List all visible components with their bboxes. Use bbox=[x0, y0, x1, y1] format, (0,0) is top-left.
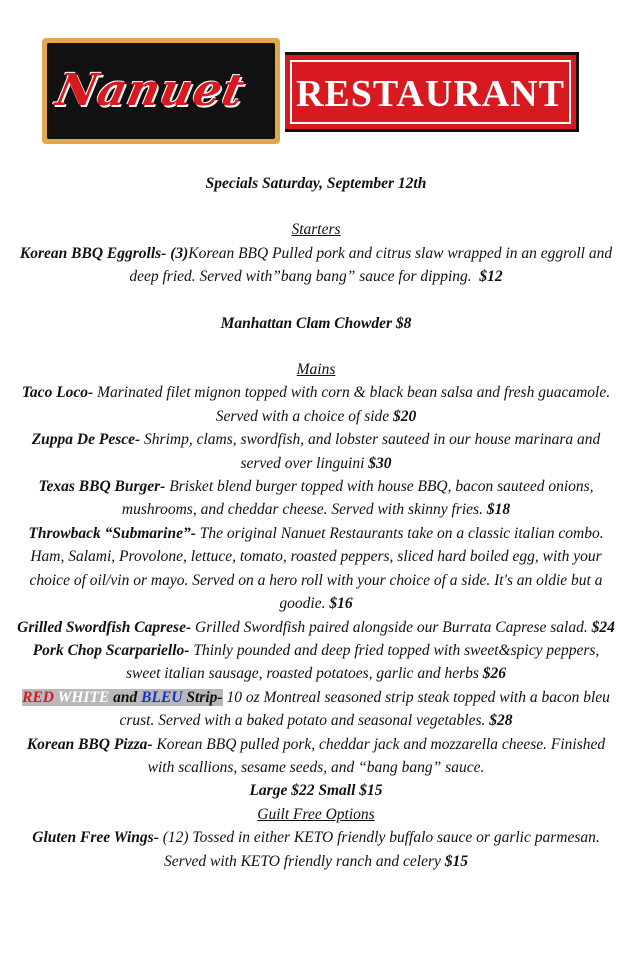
section-heading-guilt-free: Guilt Free Options bbox=[257, 805, 375, 823]
item-desc: Korean BBQ Pulled pork and citrus slaw wrapped in an eggroll and deep fried. Served with”bang bang” sauce for dipping. bbox=[129, 244, 613, 286]
logo-script-panel bbox=[42, 38, 280, 144]
menu-title: Specials Saturday, September 12th bbox=[205, 175, 427, 192]
pizza-price: Large $22 Small $15 bbox=[249, 782, 383, 800]
item-name: Taco Loco- bbox=[21, 384, 94, 402]
item-desc: Grilled Swordfish paired alongside our Burrata Caprese salad. bbox=[191, 618, 592, 636]
item-name: Korean BBQ Pizza- bbox=[26, 735, 153, 753]
item-desc: (12) Tossed in either KETO friendly buffalo sauce or garlic parmesan. Served with KETO friendly ranch and celery bbox=[158, 829, 600, 870]
menu-item-taco-loco bbox=[0, 381, 632, 428]
item-desc: Marinated filet mignon topped with corn & black bean salsa and fresh guacamole. Served with a choice of side bbox=[93, 384, 611, 425]
item-name: RED WHITE and BLEU Strip- bbox=[22, 688, 223, 706]
item-name: Korean BBQ Eggrolls- (3) bbox=[19, 244, 189, 262]
item-desc: The original Nanuet Restaurants take on a classic italian combo. Ham, Salami, Provolone, lettuce, tomato, roasted peppers, sliced hard boiled egg, with your choice of oil/vin or mayo. Served on a hero roll with your choice of a side. It's an oldie but a goodie. bbox=[29, 524, 604, 613]
menu-item-zuppa-de-pesce bbox=[0, 428, 632, 475]
menu-item-clam-chowder: Manhattan Clam Chowder $8 bbox=[220, 314, 412, 332]
item-name: Pork Chop Scarpariello- bbox=[32, 641, 190, 659]
item-desc: Shrimp, clams, swordfish, and lobster sauteed in our house marinara and served over linguini bbox=[140, 431, 601, 472]
item-price: $15 bbox=[444, 852, 469, 870]
item-name: Throwback “Submarine”- bbox=[28, 524, 196, 542]
item-name: Grilled Swordfish Caprese- bbox=[17, 618, 192, 636]
logo-word-panel bbox=[285, 52, 579, 132]
menu-item-pork-chop-scarpariello bbox=[0, 639, 632, 686]
item-price: $12 bbox=[479, 268, 503, 286]
specials-menu bbox=[0, 172, 632, 873]
item-desc: 10 oz Montreal seasoned strip steak topped with a bacon bleu crust. Served with a baked potato and seasonal vegetables. bbox=[119, 688, 610, 730]
item-price: $26 bbox=[482, 665, 507, 683]
item-price: $24 bbox=[591, 618, 615, 636]
item-desc: Thinly pounded and deep fried topped with sweet&spicy peppers, sweet italian sausage, roasted potatoes, garlic and herbs bbox=[125, 641, 600, 683]
menu-item-gluten-free-wings bbox=[0, 826, 632, 873]
item-price: $30 bbox=[368, 454, 392, 472]
menu-item-korean-bbq-pizza bbox=[0, 733, 632, 780]
item-price: $20 bbox=[393, 407, 417, 425]
section-heading-starters: Starters bbox=[291, 221, 341, 239]
item-name: Texas BBQ Burger- bbox=[38, 478, 166, 496]
item-price: $18 bbox=[486, 501, 511, 519]
item-desc: Brisket blend burger topped with house BBQ, bacon sauteed onions, mushrooms, and cheddar cheese. Served with skinny fries. bbox=[121, 478, 594, 519]
item-desc: Korean BBQ pulled pork, cheddar jack and mozzarella cheese. Finished with scallions, sesame seeds, and “bang bang” sauce. bbox=[147, 735, 606, 776]
item-name: Zuppa De Pesce- bbox=[31, 431, 141, 449]
section-heading-mains: Mains bbox=[296, 361, 336, 379]
restaurant-logo bbox=[42, 38, 584, 144]
menu-item-throwback-submarine bbox=[0, 522, 632, 616]
menu-item-korean-eggrolls bbox=[0, 242, 632, 289]
menu-item-red-white-bleu-strip bbox=[0, 686, 632, 733]
logo-word-text: RESTAURANT bbox=[295, 73, 565, 115]
menu-item-texas-bbq-burger bbox=[0, 475, 632, 522]
logo-script-text: Nanuet bbox=[51, 65, 250, 116]
item-price: $16 bbox=[329, 595, 353, 613]
item-name: Gluten Free Wings- bbox=[32, 829, 159, 847]
menu-item-swordfish-caprese bbox=[0, 616, 632, 639]
item-price: $28 bbox=[489, 712, 513, 730]
